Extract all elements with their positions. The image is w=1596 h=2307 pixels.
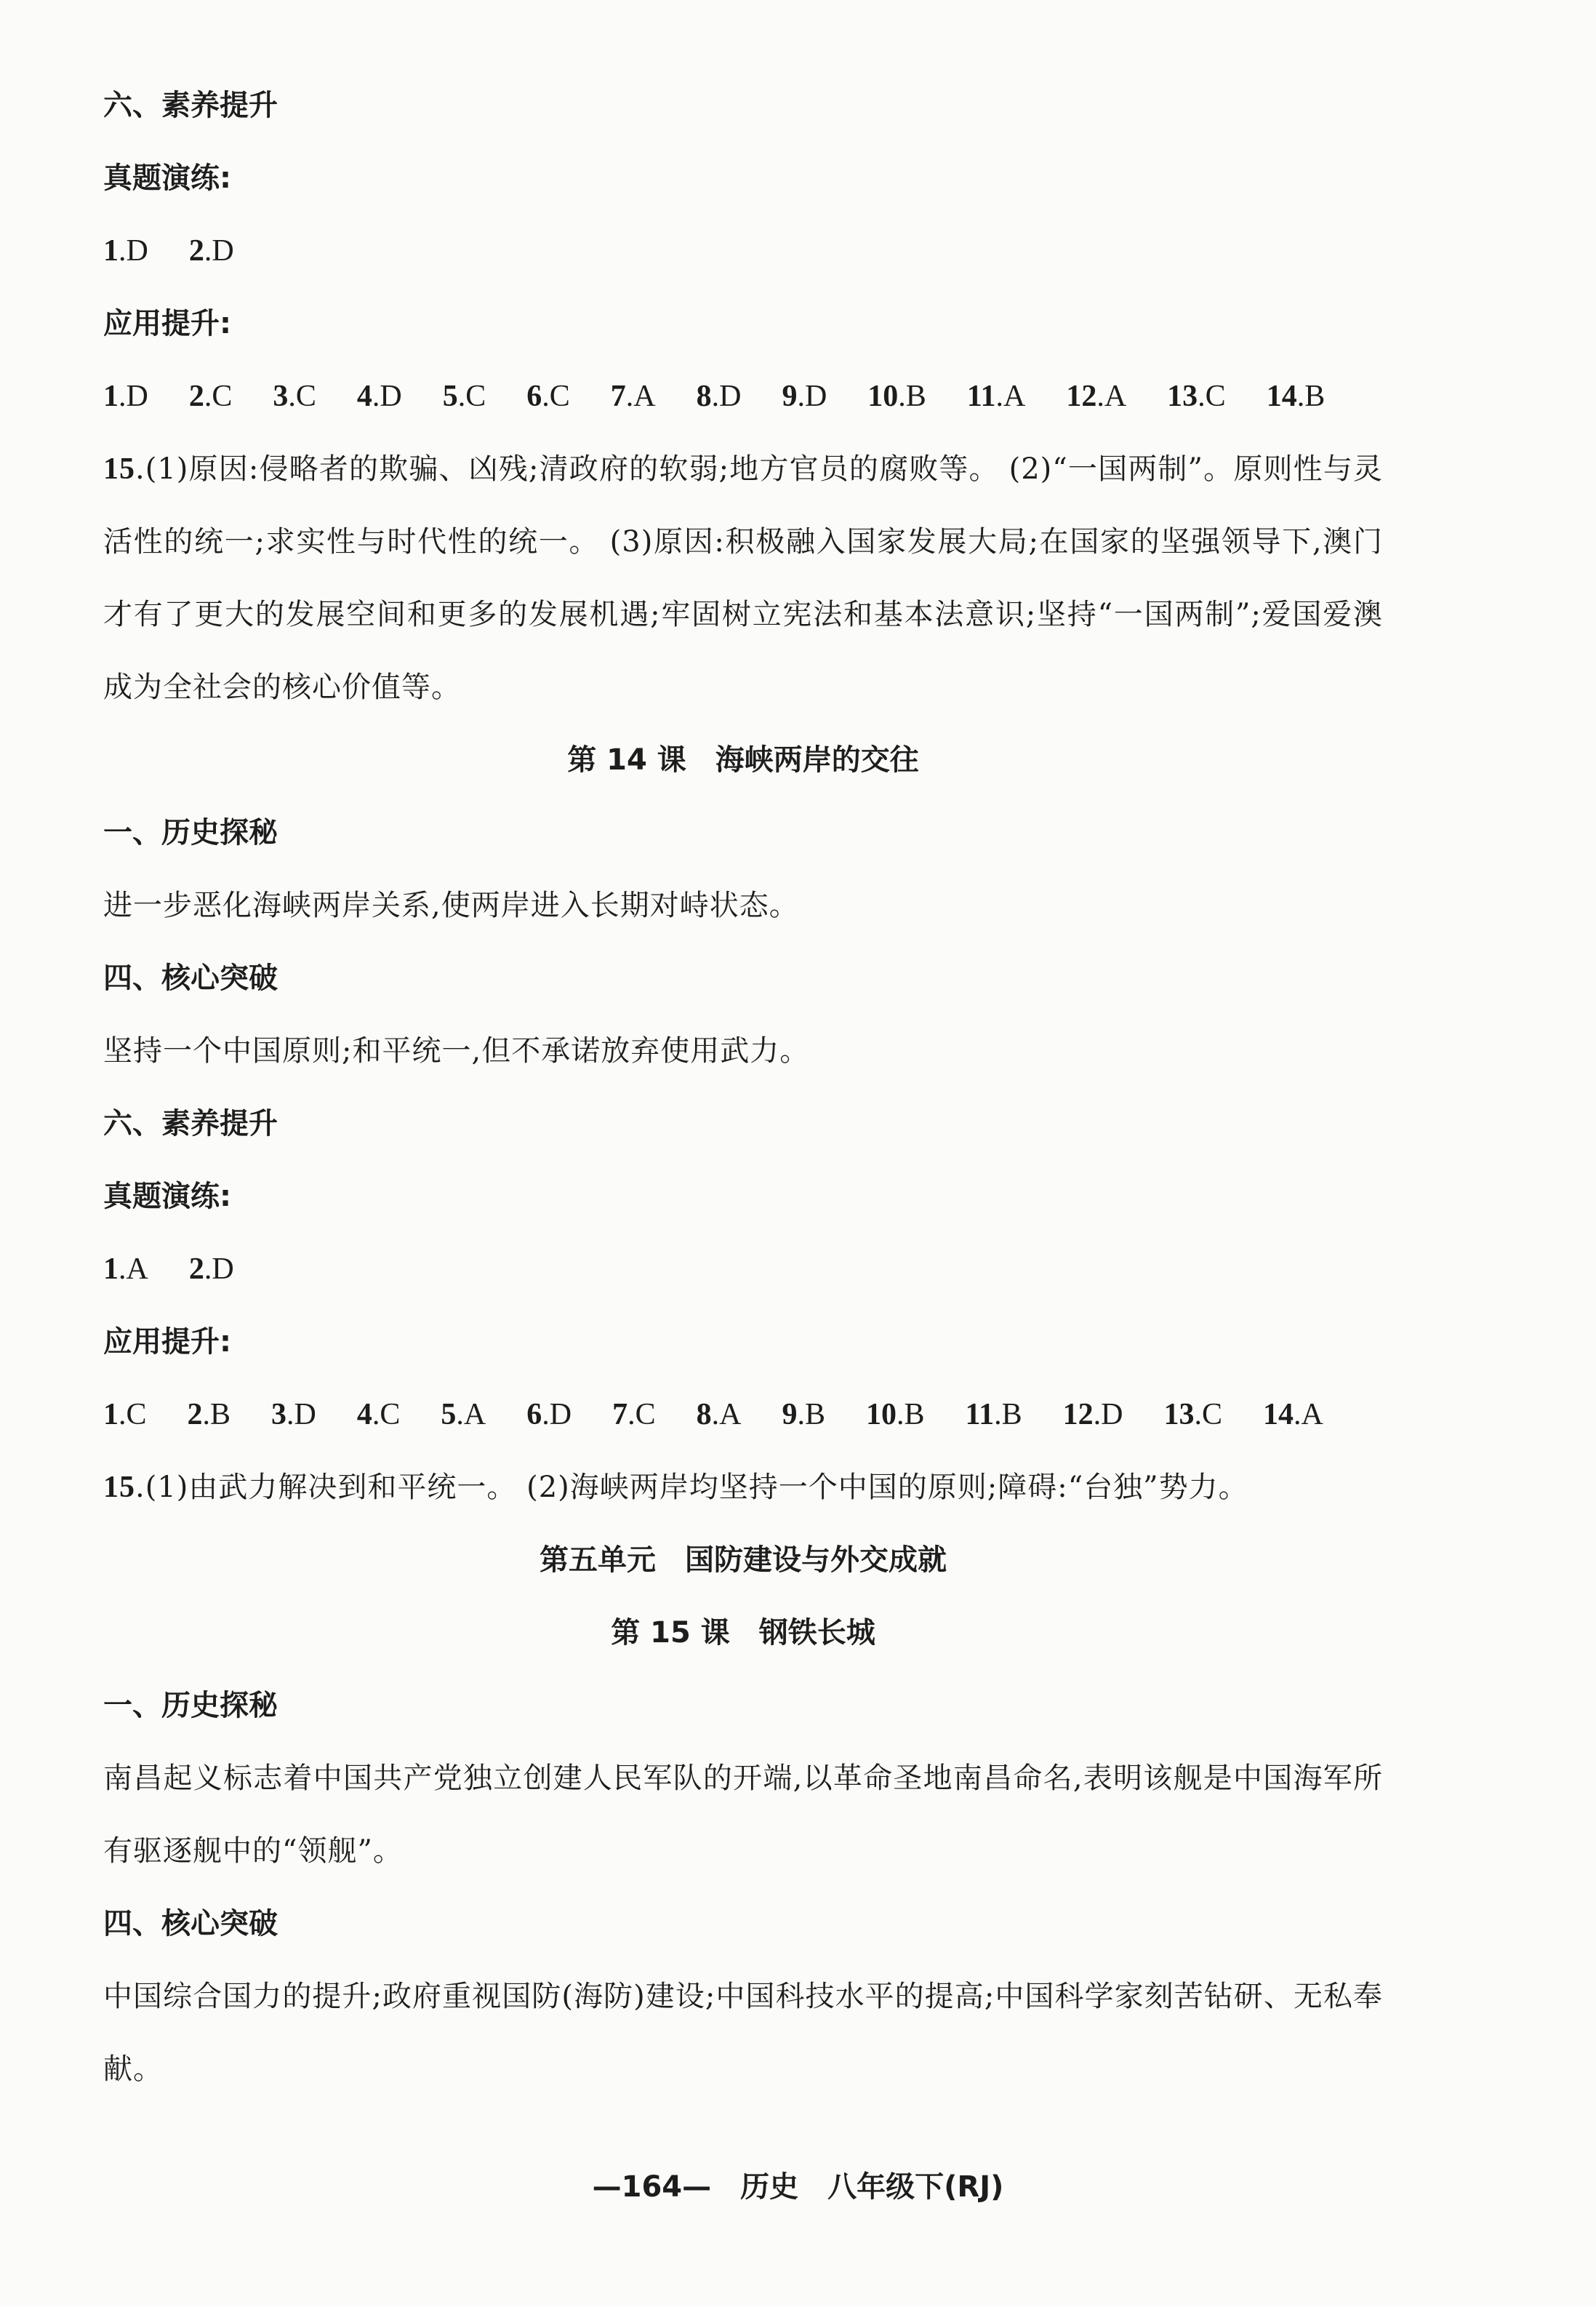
answer-item — [967, 360, 1026, 433]
section-heading: 四、核心突破 — [103, 1907, 278, 1940]
question-number: 15 — [103, 1471, 135, 1504]
answer-number: 13 — [1163, 1398, 1195, 1431]
paragraph-text: 中国综合国力的提升;政府重视国防(海防)建设;中国科技水平的提高;中国科学家刻苦钻研、无私奉献。 — [103, 1980, 1383, 2086]
answer-item — [1063, 1378, 1123, 1451]
answer-item — [103, 1233, 148, 1306]
answer-choice: .C — [627, 1398, 656, 1431]
section-heading: 六、素养提升 — [103, 1107, 278, 1140]
answer-choice: .C — [457, 380, 486, 413]
answer-number: 1 — [103, 1252, 119, 1286]
answer-choice: .D — [119, 234, 148, 268]
answer-choice: .A — [119, 1252, 148, 1286]
answer-list — [103, 1378, 1383, 1451]
lesson-title: 第 15 课 钢铁长城 — [611, 1616, 875, 1650]
section-heading: 一、历史探秘 — [103, 1689, 278, 1722]
answer-number: 2 — [188, 234, 204, 268]
answer-item — [782, 1378, 825, 1451]
answer-item — [526, 360, 570, 433]
subsection-label: 应用提升: — [103, 307, 231, 340]
answer-number: 12 — [1062, 1398, 1094, 1431]
answer-item — [103, 1378, 147, 1451]
paragraph-text: .(1)由武力解决到和平统一。 (2)海峡两岸均坚持一个中国的原则;障碍:“台独”势力。 — [135, 1471, 1248, 1504]
answer-number: 2 — [188, 1252, 204, 1286]
answer-item — [697, 360, 742, 433]
subsection-label: 真题演练: — [103, 161, 231, 195]
answer-paragraph — [103, 869, 1383, 942]
answer-number: 14 — [1263, 1398, 1294, 1431]
answer-item — [357, 1378, 401, 1451]
answer-number: 1 — [103, 1398, 119, 1431]
answer-number: 12 — [1066, 380, 1097, 413]
paragraph-text: .(1)原因:侵略者的欺骗、凶残;清政府的软弱;地方官员的腐败等。 (2)“一国两制”。原则性与灵活性的统一;求实性与时代性的统一。 (3)原因:积极融入国家发展大局;在国家的坚强领导下,澳门才有了更大的发展空间和更多的发展机遇;牢固树立宪法和基本法意识;坚持“一国两制”;爱国爱澳成为全社会的核心价值等。 — [103, 452, 1383, 704]
answer-content — [103, 69, 1383, 2106]
answer-item — [612, 1378, 656, 1451]
answer-choice: .B — [797, 1398, 825, 1431]
answer-choice: .B — [898, 380, 926, 413]
answer-item — [189, 360, 233, 433]
answer-item — [1164, 1378, 1223, 1451]
answer-item — [1267, 360, 1326, 433]
answer-paragraph — [103, 1451, 1383, 1524]
answer-choice: .C — [1194, 1398, 1223, 1431]
answer-number: 11 — [965, 1398, 995, 1431]
answer-choice: .C — [119, 1398, 147, 1431]
answer-number: 6 — [526, 1398, 542, 1431]
page-footer: —164— 历史 八年级下(RJ) — [592, 2170, 1004, 2204]
answer-number: 9 — [782, 1398, 798, 1431]
answer-choice: .D — [797, 380, 827, 413]
answer-choice: .B — [1296, 380, 1326, 413]
paragraph-text: 南昌起义标志着中国共产党独立创建人民军队的开端,以革命圣地南昌命名,表明该舰是中国海军所有驱逐舰中的“领舰”。 — [103, 1762, 1383, 1868]
answer-item — [697, 1378, 742, 1451]
subsection-label: 真题演练: — [103, 1180, 231, 1213]
answer-paragraph — [103, 1015, 1383, 1087]
answer-number: 1 — [103, 234, 119, 268]
section-heading: 四、核心突破 — [103, 961, 278, 995]
answer-choice: .D — [119, 380, 148, 413]
answer-choice: .B — [994, 1398, 1022, 1431]
answer-item — [189, 1233, 234, 1306]
question-number: 15 — [103, 452, 135, 486]
answer-number: 1 — [103, 380, 119, 413]
answer-item — [866, 1378, 925, 1451]
answer-choice: .C — [1198, 380, 1226, 413]
answer-number: 7 — [610, 380, 626, 413]
answer-number: 2 — [187, 1398, 203, 1431]
answer-choice: .C — [542, 380, 570, 413]
answer-choice: .D — [286, 1398, 316, 1431]
answer-number: 4 — [356, 1398, 372, 1431]
answer-number: 8 — [696, 1398, 712, 1431]
lesson-title: 第 14 课 海峡两岸的交往 — [567, 743, 919, 777]
answer-number: 4 — [356, 380, 372, 413]
answer-choice: .D — [204, 1252, 234, 1286]
answer-choice: .D — [1093, 1398, 1123, 1431]
answer-item — [103, 215, 148, 287]
answer-paragraph — [103, 1742, 1383, 1887]
answer-choice: .D — [542, 1398, 572, 1431]
answer-item — [611, 360, 656, 433]
answer-item — [188, 1378, 231, 1451]
lesson-title: 第五单元 国防建设与外交成就 — [540, 1543, 947, 1577]
answer-paragraph — [103, 1960, 1383, 2106]
answer-number: 9 — [782, 380, 798, 413]
answer-choice: .C — [204, 380, 233, 413]
answer-choice: .B — [202, 1398, 231, 1431]
answer-number: 5 — [442, 380, 458, 413]
answer-choice: .A — [456, 1398, 486, 1431]
answer-paragraph — [103, 433, 1383, 724]
answer-choice: .A — [1096, 380, 1127, 413]
answer-number: 11 — [966, 380, 996, 413]
answer-choice: .A — [711, 1398, 742, 1431]
answer-number: 6 — [526, 380, 542, 413]
answer-item — [1167, 360, 1226, 433]
answer-item — [1066, 360, 1126, 433]
answer-item — [273, 360, 316, 433]
answer-item — [357, 360, 402, 433]
answer-item — [965, 1378, 1022, 1451]
answer-number: 3 — [273, 380, 289, 413]
answer-choice: .A — [995, 380, 1026, 413]
answer-number: 8 — [696, 380, 712, 413]
answer-item — [271, 1378, 316, 1451]
section-heading: 六、素养提升 — [103, 89, 278, 122]
answer-item — [526, 1378, 572, 1451]
answer-number: 3 — [271, 1398, 287, 1431]
answer-choice: .C — [372, 1398, 401, 1431]
subsection-label: 应用提升: — [103, 1325, 231, 1359]
answer-list — [103, 1233, 1383, 1306]
answer-choice: .A — [1294, 1398, 1323, 1431]
answer-number: 2 — [188, 380, 204, 413]
answer-number: 5 — [441, 1398, 457, 1431]
answer-choice: .D — [372, 380, 402, 413]
answer-item — [1263, 1378, 1323, 1451]
answer-list — [103, 215, 1383, 287]
answer-number: 10 — [865, 1398, 897, 1431]
answer-item — [441, 1378, 486, 1451]
paragraph-text: 进一步恶化海峡两岸关系,使两岸进入长期对峙状态。 — [103, 889, 799, 922]
answer-item — [782, 360, 827, 433]
answer-choice: .C — [288, 380, 316, 413]
answer-choice: .B — [896, 1398, 925, 1431]
answer-choice: .D — [711, 380, 742, 413]
answer-number: 13 — [1167, 380, 1198, 413]
paragraph-text: 坚持一个中国原则;和平统一,但不承诺放弃使用武力。 — [103, 1034, 810, 1068]
answer-list — [103, 360, 1383, 433]
answer-choice: .A — [625, 380, 656, 413]
answer-item — [443, 360, 486, 433]
section-heading: 一、历史探秘 — [103, 816, 278, 849]
answer-choice: .D — [204, 234, 234, 268]
answer-number: 7 — [612, 1398, 628, 1431]
answer-item — [189, 215, 234, 287]
answer-item — [867, 360, 926, 433]
answer-number: 14 — [1266, 380, 1297, 413]
answer-item — [103, 360, 148, 433]
answer-number: 10 — [867, 380, 899, 413]
